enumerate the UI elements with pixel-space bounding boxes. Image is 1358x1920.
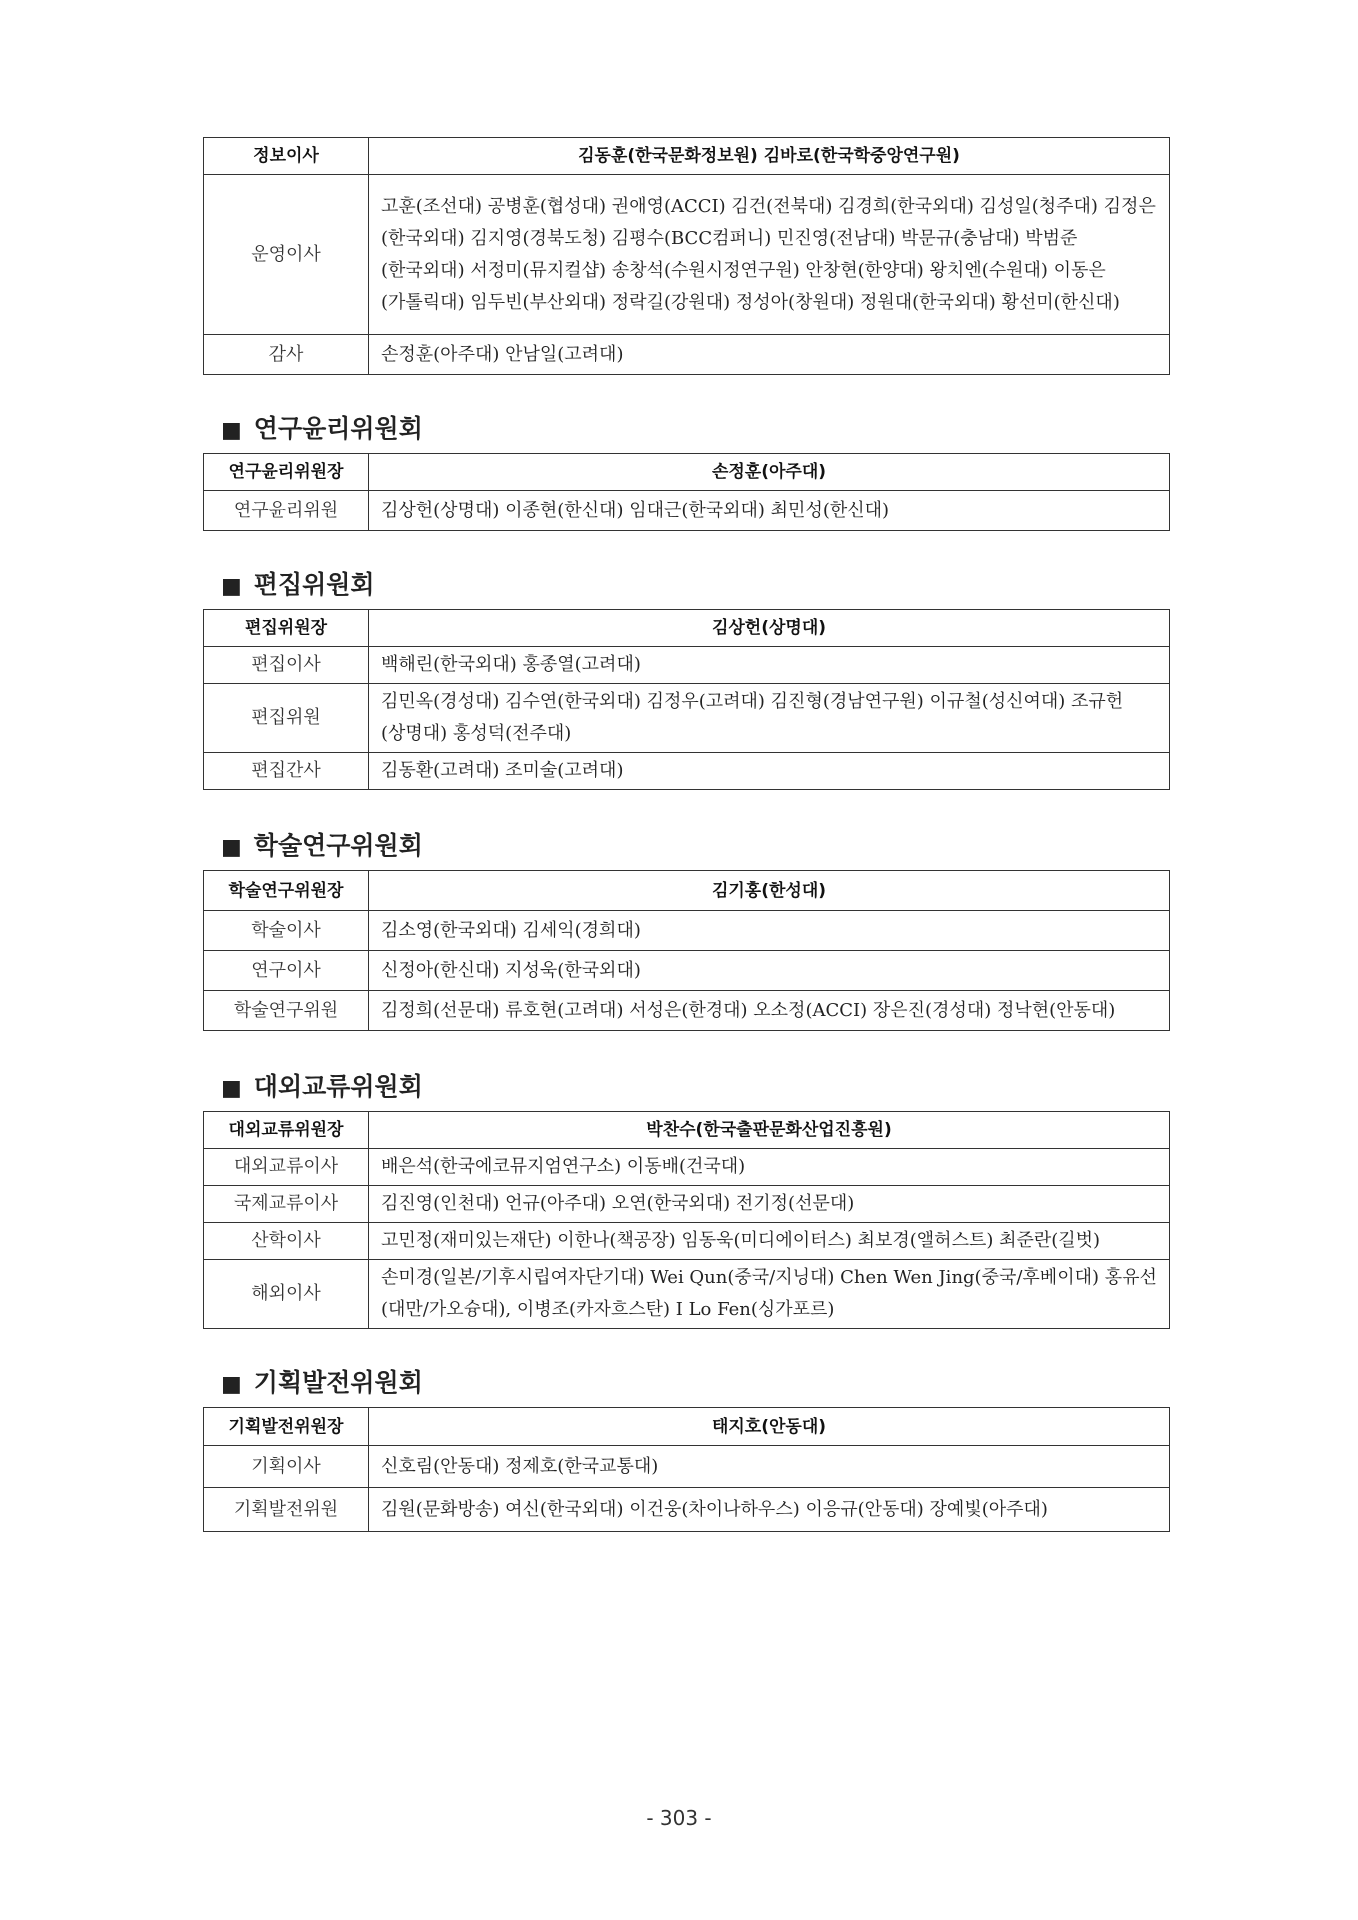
role-cell: 학술연구위원장 <box>204 871 369 911</box>
table-row <box>204 991 1170 1031</box>
members-cell: 김소영(한국외대) 김세익(경희대) <box>369 911 1170 951</box>
members-cell: 김상헌(상명대) 이종현(한신대) 임대근(한국외대) 최민성(한신대) <box>369 491 1170 531</box>
role-cell: 기획발전위원장 <box>204 1408 369 1446</box>
table-row <box>204 1223 1170 1260</box>
committee-section <box>203 1363 1170 1532</box>
section-title-text: 학술연구위원회 <box>253 831 423 860</box>
square-bullet-icon: ■ <box>221 418 242 443</box>
table-row <box>204 491 1170 531</box>
committee-table <box>203 609 1170 790</box>
role-cell: 학술이사 <box>204 911 369 951</box>
table-row <box>204 1446 1170 1488</box>
members-cell: 배은석(한국에코뮤지엄연구소) 이동배(건국대) <box>369 1149 1170 1186</box>
table-header-row <box>204 1408 1170 1446</box>
role-cell: 감사 <box>204 335 369 375</box>
members-cell: 김민옥(경성대) 김수연(한국외대) 김정우(고려대) 김진형(경남연구원) 이규철(성신여대) 조규헌(상명대) 홍성덕(전주대) <box>369 684 1170 753</box>
square-bullet-icon: ■ <box>221 835 242 860</box>
role-cell: 연구윤리위원장 <box>204 454 369 491</box>
role-cell: 대외교류이사 <box>204 1149 369 1186</box>
committee-table <box>203 453 1170 531</box>
square-bullet-icon: ■ <box>221 574 242 599</box>
role-cell: 연구윤리위원 <box>204 491 369 531</box>
members-cell: 고민정(재미있는재단) 이한나(책공장) 임동욱(미디에이터스) 최보경(앨허스트) 최준란(길벗) <box>369 1223 1170 1260</box>
table-row <box>204 1149 1170 1186</box>
table-row <box>204 911 1170 951</box>
table-header-row <box>204 138 1170 175</box>
members-cell: 손정훈(아주대) <box>369 454 1170 491</box>
section-title-text: 연구윤리위원회 <box>253 414 423 443</box>
section-title <box>203 1363 1170 1403</box>
table-header-row <box>204 610 1170 647</box>
members-cell: 김동훈(한국문화정보원) 김바로(한국학중앙연구원) <box>369 138 1170 175</box>
table-row <box>204 951 1170 991</box>
members-cell: 김기홍(한성대) <box>369 871 1170 911</box>
committee-section <box>203 565 1170 790</box>
section-title-text: 편집위원회 <box>253 570 375 599</box>
members-cell: 고훈(조선대) 공병훈(협성대) 권애영(ACCI) 김건(전북대) 김경희(한국외대) 김성일(청주대) 김정은(한국외대) 김지영(경북도청) 김평수(BCC컴퍼니) 민진영(전남대) 박문규(충남대) 박범준(한국외대) 서정미(뮤지컬샵) 송창석(수원시정연구원) 안창현(한양대) 왕치엔(수원대) 이동은(가톨릭대) 임두빈(부산외대) 정락길(강원대) 정성아(창원대) 정원대(한국외대) 황선미(한신대) <box>369 175 1170 335</box>
table-header-row <box>204 454 1170 491</box>
section-title-text: 기획발전위원회 <box>253 1368 423 1397</box>
members-cell: 김진영(인천대) 언규(아주대) 오연(한국외대) 전기정(선문대) <box>369 1186 1170 1223</box>
section-title <box>203 409 1170 449</box>
committee-table <box>203 870 1170 1031</box>
role-cell: 운영이사 <box>204 175 369 335</box>
members-cell: 신정아(한신대) 지성욱(한국외대) <box>369 951 1170 991</box>
members-cell: 김정희(선문대) 류호현(고려대) 서성은(한경대) 오소정(ACCI) 장은진(경성대) 정낙현(안동대) <box>369 991 1170 1031</box>
table-row <box>204 175 1170 335</box>
top-officers-table <box>203 137 1170 375</box>
section-title <box>203 826 1170 866</box>
role-cell: 연구이사 <box>204 951 369 991</box>
members-cell: 태지호(안동대) <box>369 1408 1170 1446</box>
table-row <box>204 753 1170 790</box>
role-cell: 편집이사 <box>204 647 369 684</box>
page-number: - 303 - <box>646 1806 712 1830</box>
table-row <box>204 647 1170 684</box>
section-title-text: 대외교류위원회 <box>253 1072 423 1101</box>
role-cell: 국제교류이사 <box>204 1186 369 1223</box>
table-header-row <box>204 871 1170 911</box>
square-bullet-icon: ■ <box>221 1076 242 1101</box>
table-row <box>204 335 1170 375</box>
members-cell: 신호림(안동대) 정제호(한국교통대) <box>369 1446 1170 1488</box>
role-cell: 기획발전위원 <box>204 1488 369 1532</box>
committee-section <box>203 1067 1170 1329</box>
committee-section <box>203 409 1170 531</box>
section-title <box>203 565 1170 605</box>
committee-table <box>203 1407 1170 1532</box>
members-cell: 김동환(고려대) 조미술(고려대) <box>369 753 1170 790</box>
members-cell: 손정훈(아주대) 안남일(고려대) <box>369 335 1170 375</box>
members-cell: 손미경(일본/기후시립여자단기대) Wei Qun(중국/지닝대) Chen Wen Jing(중국/후베이대) 홍유선(대만/가오슝대), 이병조(카자흐스탄) I Lo Fen(싱가포르) <box>369 1260 1170 1329</box>
role-cell: 편집간사 <box>204 753 369 790</box>
table-row <box>204 1186 1170 1223</box>
role-cell: 대외교류위원장 <box>204 1112 369 1149</box>
role-cell: 학술연구위원 <box>204 991 369 1031</box>
committee-table <box>203 1111 1170 1329</box>
members-cell: 백해린(한국외대) 홍종열(고려대) <box>369 647 1170 684</box>
role-cell: 편집위원장 <box>204 610 369 647</box>
role-cell: 기획이사 <box>204 1446 369 1488</box>
role-cell: 정보이사 <box>204 138 369 175</box>
table-row <box>204 1260 1170 1329</box>
square-bullet-icon: ■ <box>221 1372 242 1397</box>
section-title <box>203 1067 1170 1107</box>
role-cell: 편집위원 <box>204 684 369 753</box>
role-cell: 해외이사 <box>204 1260 369 1329</box>
sections-container <box>203 409 1170 1532</box>
members-cell: 김원(문화방송) 여신(한국외대) 이건웅(차이나하우스) 이응규(안동대) 장예빛(아주대) <box>369 1488 1170 1532</box>
table-row <box>204 1488 1170 1532</box>
committee-section <box>203 826 1170 1031</box>
role-cell: 산학이사 <box>204 1223 369 1260</box>
members-cell: 박찬수(한국출판문화산업진흥원) <box>369 1112 1170 1149</box>
table-header-row <box>204 1112 1170 1149</box>
table-row <box>204 684 1170 753</box>
members-cell: 김상헌(상명대) <box>369 610 1170 647</box>
page-content <box>203 137 1170 1532</box>
